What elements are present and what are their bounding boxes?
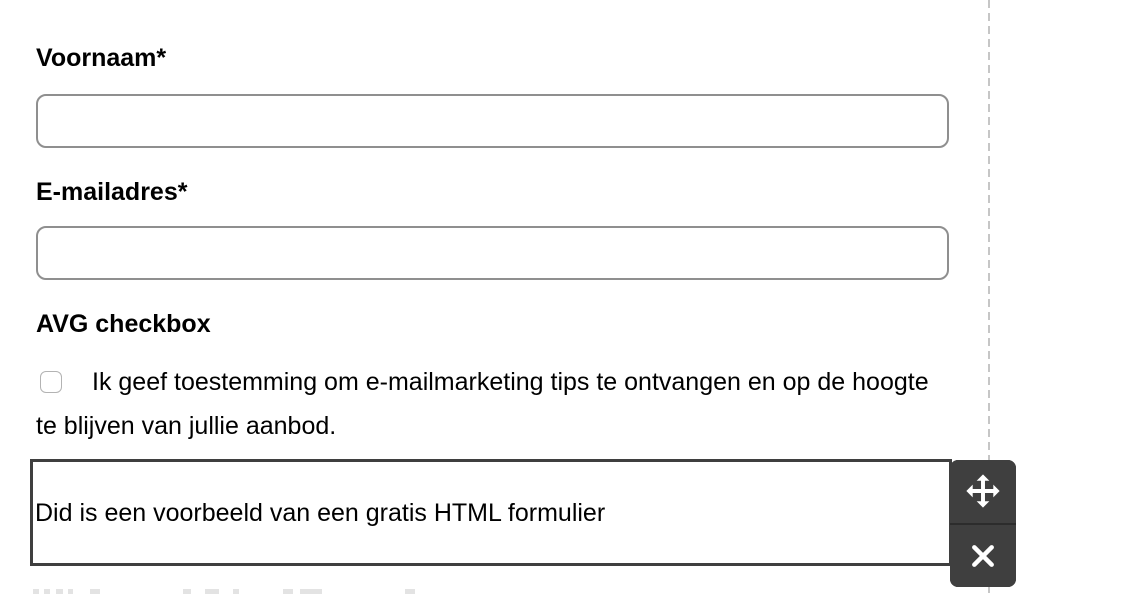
email-input[interactable]	[36, 226, 949, 280]
form-preview	[36, 0, 949, 448]
delete-button[interactable]	[950, 523, 1016, 588]
element-toolbar	[950, 460, 1016, 587]
x-mark-icon	[967, 540, 999, 572]
avg-checkbox-label: AVG checkbox	[36, 310, 211, 338]
first-name-input[interactable]	[36, 94, 949, 148]
email-label: E-mailadres*	[36, 178, 188, 206]
consent-checkbox[interactable]	[40, 371, 62, 393]
consent-text: Ik geef toestemming om e-mailmarketing tips te ontvangen en op de hoogte te blijven van jullie aanbod.	[36, 368, 929, 440]
selected-block-text: Did is een voorbeeld van een gratis HTML formulier	[35, 498, 606, 527]
move-crosshair-icon	[964, 472, 1002, 510]
move-button[interactable]	[950, 460, 1016, 523]
cropped-next-text-line	[0, 589, 1144, 596]
selected-text-block[interactable]	[30, 459, 952, 566]
consent-row	[36, 360, 949, 448]
first-name-label: Voornaam*	[36, 44, 167, 72]
